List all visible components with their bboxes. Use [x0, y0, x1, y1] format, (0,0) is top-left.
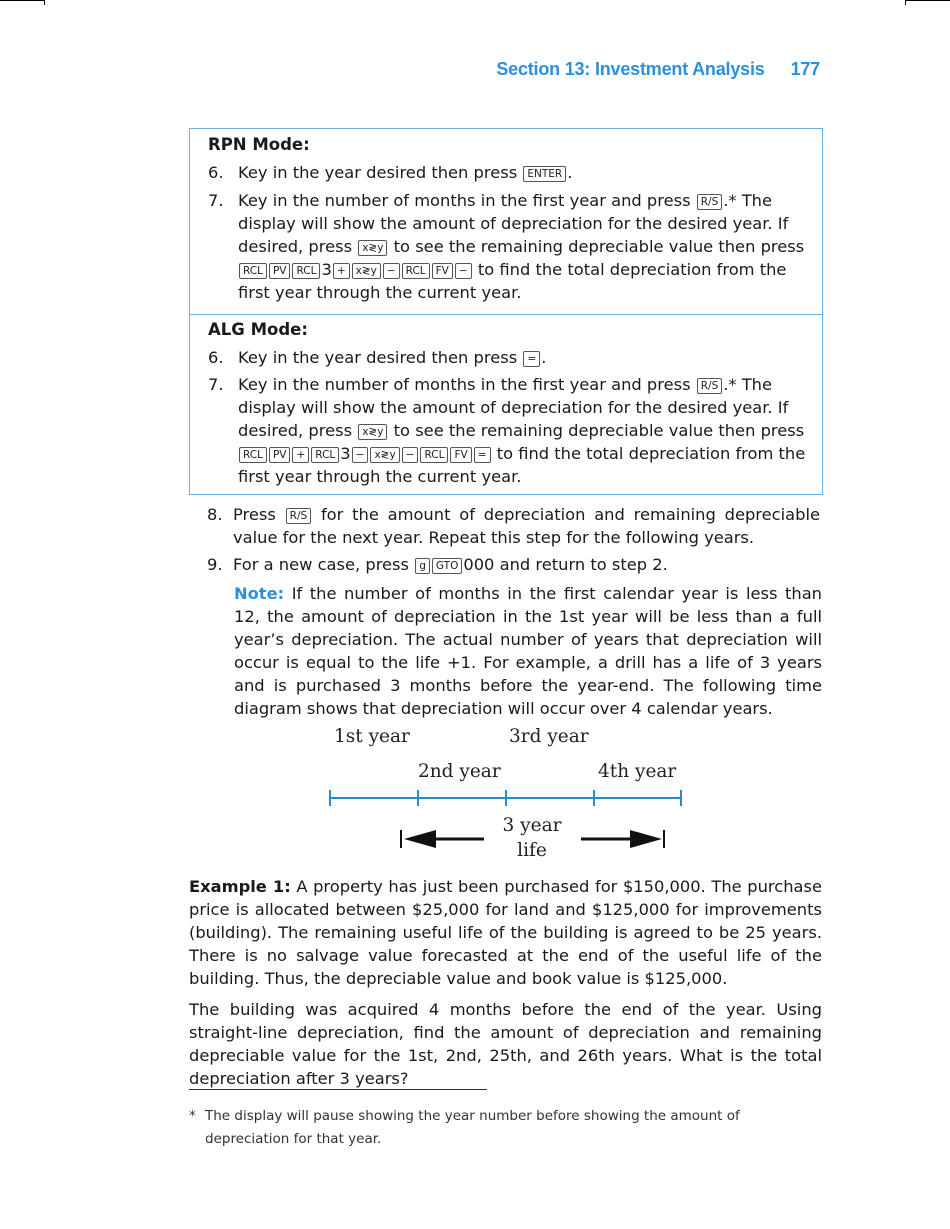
keystroke-equals: = [474, 447, 491, 463]
example-text: A property has just been purchased for $150,000. The purchase price is allocated between $25,000 for land and $125,000 for improvements (building). The remaining useful life of the building is agreed to be 25 years. There is no salvage value forecasted at the end of the useful life of the building. Thus, the depreciable value and book value is $125,000. [189, 877, 822, 988]
label-life-line1: 3 year [502, 815, 562, 836]
note-label: Note: [234, 584, 285, 603]
step-text: 000 and return to step 2. [463, 555, 668, 574]
step-number: 8. [207, 505, 223, 524]
step-number: 7. [208, 375, 224, 394]
keystroke-digit: 3 [340, 444, 351, 463]
keystroke-rcl: RCL [239, 447, 267, 463]
crop-mark-left-tick [44, 0, 45, 5]
step-text: to find the total depreciation from the first year through the current year. [238, 444, 806, 486]
step-text: .* The display will show the amount of depreciation for the desired year. If desired, press [238, 375, 789, 440]
label-2nd-year: 2nd year [418, 761, 501, 782]
crop-mark-right-tick [905, 0, 906, 5]
keystroke-fv: FV [432, 263, 453, 279]
goto-key: GTO [432, 558, 462, 574]
run-stop-key: R/S [286, 508, 312, 524]
crop-mark-right [906, 0, 950, 1]
keystroke-rcl: RCL [420, 447, 448, 463]
label-3rd-year: 3rd year [509, 726, 589, 747]
step-number: 7. [208, 191, 224, 210]
keystroke-minus: − [402, 447, 419, 463]
box-divider [190, 314, 822, 315]
step-text: For a new case, press [233, 555, 410, 574]
step-9 [207, 553, 822, 576]
time-diagram [320, 722, 700, 872]
rpn-mode-title: RPN Mode: [208, 135, 310, 154]
keystroke-minus: − [383, 263, 400, 279]
g-key: g [415, 558, 430, 574]
step-number: 9. [207, 555, 223, 574]
keystroke-digit: 3 [321, 260, 332, 279]
section-title: Section 13: Investment Analysis [496, 59, 765, 79]
step-text: Key in the number of months in the first year and press [238, 191, 691, 210]
step-text: Press [233, 505, 276, 524]
label-1st-year: 1st year [334, 726, 410, 747]
life-arrow-right-head [630, 830, 662, 848]
step-text: to find the total depreciation from the first year through the current year. [238, 260, 787, 302]
step-text: to see the remaining depreciable value then press [393, 237, 805, 256]
page-number: 177 [790, 59, 820, 79]
step-text: .* The display will show the amount of depreciation for the desired year. If desired, press [238, 191, 789, 256]
step-text: . [541, 348, 547, 367]
keystroke-swap: x≷y [370, 447, 399, 463]
keystroke-plus: + [333, 263, 350, 279]
footnote-text: The display will pause showing the year number before showing the amount of depreciation for that year. [205, 1108, 740, 1147]
keystroke-rcl: RCL [239, 263, 267, 279]
step-text: to see the remaining depreciable value then press [393, 421, 805, 440]
keystroke-pv: PV [269, 447, 291, 463]
keystroke-minus: − [352, 447, 369, 463]
swap-key: x≷y [358, 240, 387, 256]
step-text: . [567, 163, 573, 182]
crop-mark-left [0, 0, 44, 1]
keystroke-pv: PV [269, 263, 291, 279]
step-number: 6. [208, 163, 224, 182]
step-text: Key in the number of months in the first year and press [238, 375, 691, 394]
run-stop-key: R/S [697, 194, 723, 210]
step-text: Key in the year desired then press [238, 348, 518, 367]
keystroke-swap: x≷y [352, 263, 381, 279]
keystroke-fv: FV [450, 447, 471, 463]
equals-key: = [523, 351, 540, 367]
step-text: for the amount of depreciation and remaining depreciable value for the next year. Repeat this step for the following years. [233, 505, 820, 547]
label-4th-year: 4th year [598, 761, 677, 782]
enter-key: ENTER [523, 166, 566, 182]
note-text: If the number of months in the first calendar year is less than 12, the amount of depreciation in the 1st year will be less than a full year’s depreciation. The actual number of years that depreciation will occur is equal to the life +1. For example, a drill has a life of 3 years and is purchased 3 months before the year-end. The following time diagram shows that depreciation will occur over 4 calendar years. [234, 584, 822, 718]
step-number: 6. [208, 348, 224, 367]
footnote-marker: * [189, 1108, 196, 1124]
keystroke-plus: + [292, 447, 309, 463]
mode-instructions-box [189, 128, 823, 495]
example-paragraph-2: The building was acquired 4 months before the end of the year. Using straight-line depreciation, find the amount of depreciation and remaining depreciable value for the 1st, 2nd, 25th, and 26th years. What is the total depreciation after 3 years? [189, 1000, 822, 1088]
life-arrow-left-head [404, 830, 436, 848]
label-life-line2: life [517, 840, 547, 861]
footnote-rule [189, 1089, 487, 1090]
step-text: Key in the year desired then press [238, 163, 518, 182]
run-stop-key: R/S [697, 378, 723, 394]
note-paragraph [234, 582, 822, 720]
keystroke-rcl: RCL [402, 263, 430, 279]
swap-key: x≷y [358, 424, 387, 440]
example-label: Example 1: [189, 877, 291, 896]
example-paragraph-1 [189, 875, 822, 990]
keystroke-rcl: RCL [311, 447, 339, 463]
alg-mode-title: ALG Mode: [208, 320, 308, 339]
running-header [496, 59, 820, 80]
keystroke-minus: − [455, 263, 472, 279]
keystroke-rcl: RCL [292, 263, 320, 279]
step-8 [207, 503, 822, 549]
